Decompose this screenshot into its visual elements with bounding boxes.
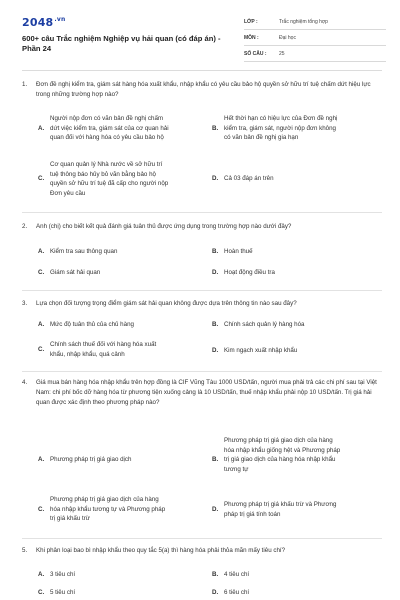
question-separator [22,290,382,291]
meta-value: Trắc nghiệm tổng hợp [279,18,328,25]
option-line: quan đối với hàng hóa có yêu cầu bảo hộ [50,134,164,142]
option-text: 5 tiêu chí [50,589,76,596]
question-text [22,80,382,100]
logo-suffix: .vn [54,16,66,24]
question-number: 1. [22,81,28,88]
question-5 [22,546,382,556]
option-d[interactable] [212,588,382,600]
option-letter: C. [38,346,45,353]
option-d[interactable] [212,174,382,186]
option-line: Đơn yêu cầu [50,189,86,197]
option-text: Giám sát hải quan [50,269,101,276]
option-line: Phương pháp trị giá khấu trừ và Phương [224,501,337,508]
option-letter: A. [38,321,45,328]
option-text [224,174,274,184]
option-text: 6 tiêu chí [224,589,250,596]
option-text: 4 tiêu chí [224,571,250,578]
option-letter: A. [38,571,45,578]
option-line: tuệ thông báo hủy bỏ văn bằng bảo hộ [50,170,156,178]
question-body: Đơn đề nghị kiểm tra, giám sát hàng hóa xuất khẩu, nhập khẩu có yêu cầu bảo hộ quyền sở hữu trí tuệ chấm dứt hiệu lực trong những trường hợp nào? [36,81,371,98]
question-1 [22,80,382,100]
question-text [22,546,382,556]
question-3 [22,299,382,309]
option-line: pháp trị giá tính toán [224,510,281,518]
option-b[interactable] [212,320,382,332]
option-line: Hết thời hạn có hiệu lực của Đơn đề nghị [224,115,338,122]
question-number: 3. [22,300,28,307]
meta-row-subject [244,30,386,46]
meta-label: MÔN : [244,34,259,41]
question-number: 4. [22,379,28,386]
question-body: Anh (chị) cho biết kết quả đánh giá tuân thủ được ứng dụng trong trường hợp nào dưới đây? [36,223,292,230]
option-c[interactable] [38,495,219,527]
option-line: trị giá giao dịch của hàng hóa nhập khẩu [224,456,336,464]
question-text [22,378,382,408]
option-letter: C. [38,175,45,182]
option-text: Hoạt động điều tra [224,269,275,276]
question-body: Lựa chọn đối tượng trọng điểm giám sát hải quan không được dựa trên thông tin nào sau đây? [36,300,297,307]
question-2 [22,222,382,232]
option-letter: D. [212,175,219,182]
meta-table [244,14,386,62]
option-text: Mức độ tuân thủ của chủ hàng [50,321,134,328]
option-line: Phương pháp trị giá giao dịch của hàng [224,437,333,444]
option-text: Kiểm tra sau thông quan [50,248,118,255]
logo-text: 2048 [22,16,54,29]
option-a[interactable] [38,570,208,582]
option-text [224,114,337,143]
option-line: tương tự [224,465,249,473]
option-b[interactable] [212,247,382,259]
question-body: Giá mua bán hàng hóa nhập khẩu trên hợp đồng là CIF Vũng Tàu 1000 USD/tấn, người mua phải trả các chi phí sau tại Việt Nam: chi phí bốc dỡ hàng hóa từ phương tiện xuống cảng là 10 USD/tấn, thuế nhập khẩu phải nộp 10 USD/tấn. Trị giá hải quan được xác định theo phương pháp nào? [36,379,377,406]
option-c[interactable] [38,268,208,280]
question-separator [22,212,382,213]
option-b[interactable] [212,570,382,582]
question-text [22,299,382,309]
meta-row-count [244,46,386,62]
option-text [224,500,336,519]
header-divider [22,70,382,71]
option-text [50,340,156,359]
option-line: Cả 03 đáp án trên [224,175,274,182]
question-number: 5. [22,547,28,554]
meta-row-class [244,14,386,30]
option-text: Chính sách quản lý hàng hóa [224,321,305,328]
page-header [22,14,382,62]
option-a[interactable] [38,320,208,332]
option-c[interactable] [38,588,208,600]
option-letter: B. [212,125,219,132]
option-text [50,114,169,143]
option-line: Người nộp đơn có văn bản đề nghị chấm [50,115,164,122]
meta-label: SỐ CÂU : [244,50,267,57]
option-a[interactable] [38,114,219,146]
option-line: có văn bản đề nghị gia hạn [224,134,299,142]
option-line: Chính sách thuế đối với hàng hóa xuất [50,341,157,348]
option-b[interactable] [212,436,382,476]
option-text: Kim ngạch xuất nhập khẩu [224,347,298,354]
option-letter: D. [212,269,219,276]
option-line: khẩu, nhập khẩu, quá cảnh [50,350,125,358]
option-line: hóa nhập khẩu tương tự và Phương pháp [50,505,166,513]
option-letter: B. [212,571,219,578]
option-d[interactable] [212,268,382,280]
option-line: Cơ quan quản lý Nhà nước về sở hữu trí [50,161,163,168]
option-a[interactable] [38,455,208,467]
option-letter: B. [212,456,219,463]
option-line: trị giá khấu trừ [50,515,90,523]
meta-value: Đại học [279,34,296,41]
option-c[interactable] [38,340,219,362]
question-separator [22,371,382,372]
question-4 [22,378,382,408]
meta-label: LỚP : [244,18,258,25]
option-letter: D. [212,506,219,513]
option-letter: B. [212,321,219,328]
option-text: 3 tiêu chí [50,571,76,578]
option-letter: A. [38,125,45,132]
option-letter: A. [38,248,45,255]
question-number: 2. [22,223,28,230]
option-a[interactable] [38,247,208,259]
option-letter: C. [38,589,45,596]
option-letter: A. [38,456,45,463]
document-title: 600+ câu Trắc nghiệm Nghiệp vụ hải quan (có đáp án) - Phần 24 [22,34,221,53]
option-text [50,495,165,524]
option-line: hóa nhập khẩu giống hệt và Phương pháp [224,446,341,454]
site-logo[interactable] [22,16,65,29]
option-text: Hoàn thuế [224,248,253,255]
option-d[interactable] [212,500,382,522]
option-letter: D. [212,347,219,354]
option-letter: C. [38,506,45,513]
question-body: Khi phân loại bao bì nhập khẩu theo quy tắc 5(a) thì hàng hóa phải thỏa mãn mấy tiêu chí? [36,547,286,554]
option-letter: B. [212,248,219,255]
option-text [50,160,168,198]
question-text [22,222,382,232]
option-b[interactable] [212,114,382,146]
option-line: quyền sở hữu trí tuệ đã cấp cho người nộp [50,180,169,188]
option-d[interactable] [212,346,382,358]
question-separator [22,538,382,539]
option-line: Phương pháp trị giá giao dịch của hàng [50,496,159,503]
option-letter: C. [38,269,45,276]
option-line: kiểm tra, giám sát, người nộp đơn không [224,124,337,132]
option-letter: D. [212,589,219,596]
meta-value: 25 [279,50,285,57]
option-text: Phương pháp trị giá giao dịch [50,456,132,463]
option-text [224,436,340,474]
option-line: dứt việc kiểm tra, giám sát của cơ quan hải [50,124,169,132]
option-c[interactable] [38,160,219,200]
